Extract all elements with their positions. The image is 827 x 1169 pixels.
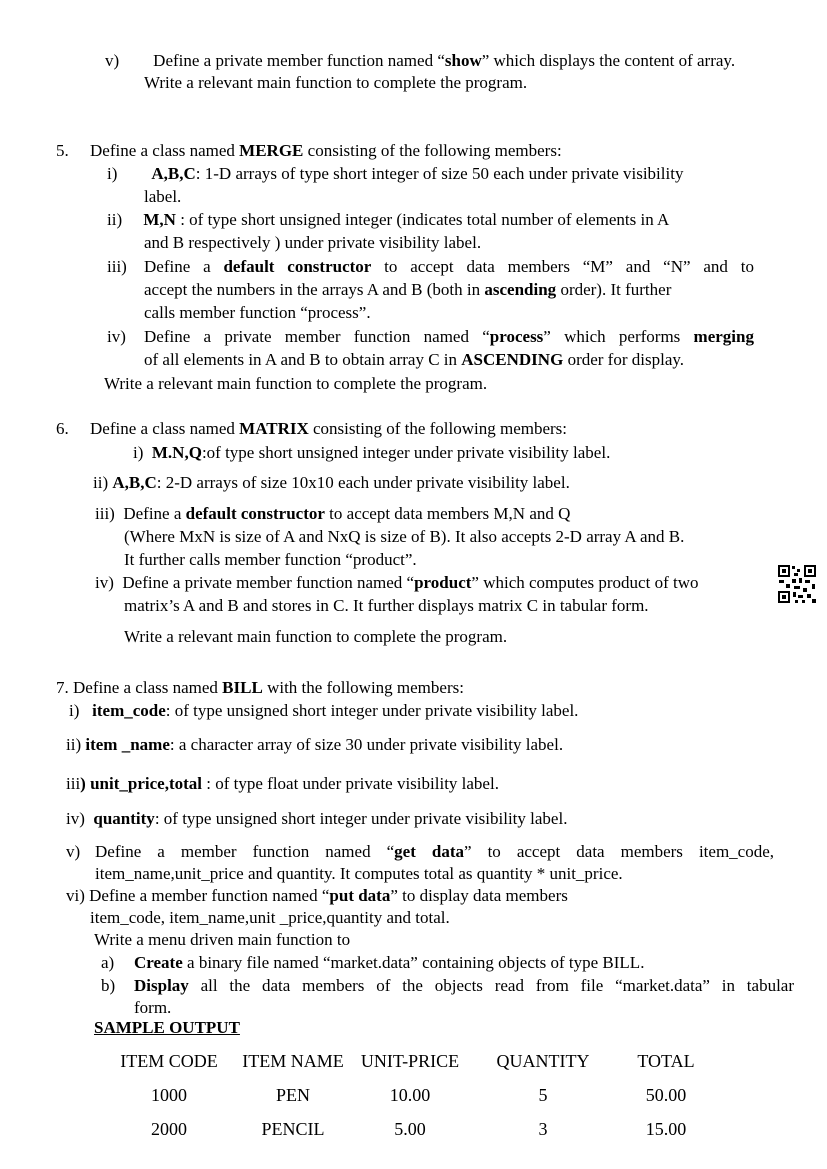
text-line-q5-iii-3: calls member function “process”. (144, 303, 371, 322)
text-line-q7-iii: iii) unit_price,total : of type float under private visibility label. (66, 774, 499, 793)
cell-quantity: 3 (538, 1119, 548, 1139)
table-header-row (104, 1050, 714, 1084)
text-line-q7-i: i) item_code: of type unsigned short integer under private visibility label. (69, 701, 579, 720)
text-line-q6-ii: ii) A,B,C: 2-D arrays of size 10x10 each under private visibility label. (93, 473, 570, 492)
text-line-q7-v-2: item_name,unit_price and quantity. It computes total as quantity * unit_price. (95, 864, 623, 883)
text-line-q7-v-lab: v) (66, 842, 81, 861)
text-line-q7-b: Display all the data members of the objects read from file “market.data” in tabular (134, 976, 794, 995)
text-line-q6-iv-2: matrix’s A and B and stores in C. It further displays matrix C in tabular form. (124, 596, 649, 615)
cell-quantity: 5 (538, 1085, 548, 1105)
text-line-q7-ii: ii) item _name: a character array of size 30 under private visibility label. (66, 735, 564, 754)
text-line-q6-iii-2: (Where MxN is size of A and NxQ is size of B). It also accepts 2-D array A and B. (124, 527, 685, 546)
text-line-v-show-2: Write a relevant main function to complete the program. (144, 73, 528, 92)
text-line-q7-iv: iv) quantity: of type unsigned short integer under private visibility label. (66, 809, 568, 828)
text-line-q7-a: Create a binary file named “market.data” containing objects of type BILL. (134, 953, 645, 972)
sample-output-table (104, 1050, 714, 1152)
text-line-v-show: v) Define a private member function named “show” which displays the content of array. (105, 51, 736, 70)
text-line-q7-vi-2: item_code, item_name,unit _price,quantity and total. (90, 908, 450, 927)
text-line-q5-iv-2: of all elements in A and B to obtain array C in ASCENDING order for display. (144, 350, 685, 369)
sample-output-title: SAMPLE OUTPUT (94, 1018, 240, 1037)
text-line-q7-v: Define a member function named “get data” to accept data members item_code, (95, 842, 775, 861)
text-line-q5-i: i) A,B,C: 1-D arrays of type short integer of size 50 each under private visibility (107, 164, 684, 183)
cell-total: 15.00 (645, 1119, 687, 1139)
qr-code-icon (777, 564, 817, 604)
text-line-q5-main: Write a relevant main function to complete the program. (104, 374, 488, 393)
text-line-q7-vi: vi) Define a member function named “put data” to display data members (66, 886, 568, 905)
text-line-q5-iv-lab: iv) (107, 327, 126, 346)
text-line-q7: 7. Define a class named BILL with the following members: (56, 678, 464, 697)
cell-total: 50.00 (645, 1085, 687, 1105)
header-item-code: ITEM CODE (120, 1051, 218, 1071)
text-line-q5-ii-2: and B respectively ) under private visibility label. (144, 233, 482, 252)
text-line-q6-i: i) M.N,Q:of type short unsigned integer under private visibility label. (133, 443, 611, 462)
text-line-q6-main: Write a relevant main function to complete the program. (124, 627, 508, 646)
table-row (104, 1084, 714, 1118)
cell-item-name: PENCIL (261, 1119, 325, 1139)
cell-item-code: 1000 (151, 1085, 187, 1105)
text-line-q6-iii-3: It further calls member function “product”. (124, 550, 417, 569)
text-line-q7-b-lab: b) (101, 976, 116, 995)
cell-unit-price: 10.00 (389, 1085, 431, 1105)
table-row (104, 1118, 714, 1152)
text-line-q5-iii: Define a default constructor to accept data members “M” and “N” and to (144, 257, 754, 276)
text-line-q5-ii: ii) M,N : of type short unsigned integer (indicates total number of elements in A (107, 210, 670, 229)
text-line-q6-iv: iv) Define a private member function named “product” which computes product of two (95, 573, 699, 592)
header-quantity: QUANTITY (496, 1051, 590, 1071)
text-line-q6-iii: iii) Define a default constructor to accept data members M,N and Q (95, 504, 571, 523)
cell-item-name: PEN (275, 1085, 310, 1105)
text-line-q5: 5. Define a class named MERGE consisting of the following members: (56, 141, 562, 160)
text-line-q7-a-lab: a) (101, 953, 115, 972)
header-total: TOTAL (637, 1051, 695, 1071)
text-line-q5-iii-lab: iii) (107, 257, 127, 276)
text-line-q6: 6. Define a class named MATRIX consisting of the following members: (56, 419, 568, 438)
header-unit-price: UNIT-PRICE (360, 1051, 460, 1071)
header-item-name: ITEM NAME (242, 1051, 344, 1071)
cell-unit-price: 5.00 (394, 1119, 426, 1139)
text-line-q7-menu: Write a menu driven main function to (94, 930, 351, 949)
text-line-q5-i-2: label. (144, 187, 182, 206)
cell-item-code: 2000 (151, 1119, 187, 1139)
text-line-q7-b-2: form. (134, 998, 172, 1017)
text-line-q5-iv: Define a private member function named “process” which performs merging (144, 327, 754, 346)
text-line-q5-iii-2: accept the numbers in the arrays A and B (both in ascending order). It further (144, 280, 672, 299)
